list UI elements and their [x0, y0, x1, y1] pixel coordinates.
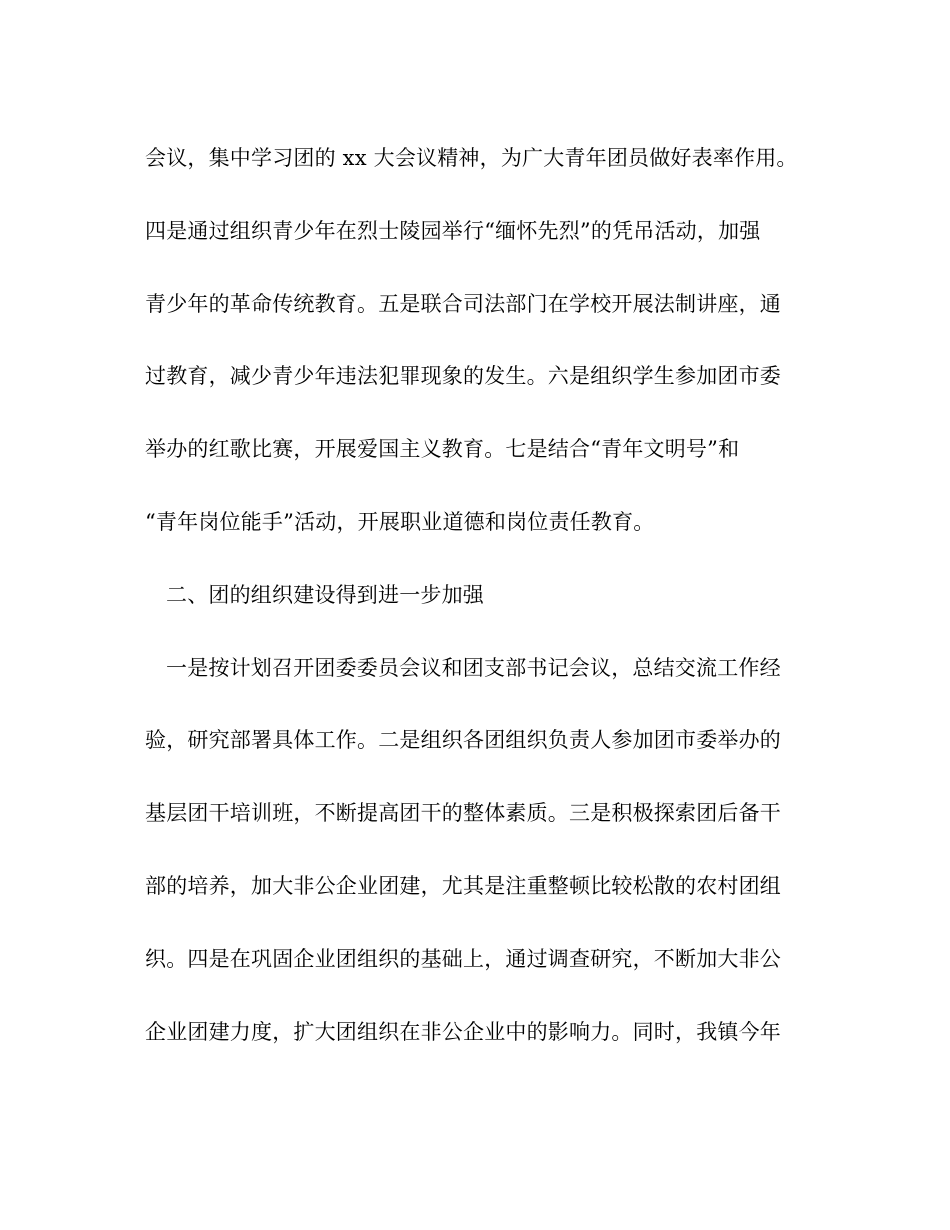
text-line-10: 基层团干培训班，不断提高团干的整体素质。三是积极探索团后备干: [145, 801, 781, 826]
text-line-1: 会议，集中学习团的 xx 大会议精神，为广大青年团员做好表率作用。: [145, 146, 798, 170]
text-line-8: 一是按计划召开团委委员会议和团支部书记会议，总结交流工作经: [166, 655, 781, 680]
section-heading: 二、团的组织建设得到进一步加强: [166, 582, 484, 607]
text-line-3: 青少年的革命传统教育。五是联合司法部门在学校开展法制讲座，通: [145, 291, 781, 316]
text-line-13: 企业团建力度，扩大团组织在非公企业中的影响力。同时，我镇今年: [145, 1019, 781, 1044]
text-line-12: 织。四是在巩固企业团组织的基础上，通过调查研究，不断加大非公: [145, 946, 781, 971]
text-line-6: “青年岗位能手”活动，开展职业道德和岗位责任教育。: [145, 509, 655, 534]
text-line-5: 举办的红歌比赛，开展爱国主义教育。七是结合“青年文明号”和: [145, 437, 740, 462]
body-text: [145, 136, 825, 1082]
text-line-11: 部的培养，加大非公企业团建，尤其是注重整顿比较松散的农村团组: [145, 873, 781, 898]
text-line-2: 四是通过组织青少年在烈士陵园举行“缅怀先烈”的凭吊活动，加强: [145, 218, 761, 243]
text-line-9: 验，研究部署具体工作。二是组织各团组织负责人参加团市委举办的: [145, 728, 781, 753]
text-line-4: 过教育，减少青少年违法犯罪现象的发生。六是组织学生参加团市委: [145, 364, 781, 389]
